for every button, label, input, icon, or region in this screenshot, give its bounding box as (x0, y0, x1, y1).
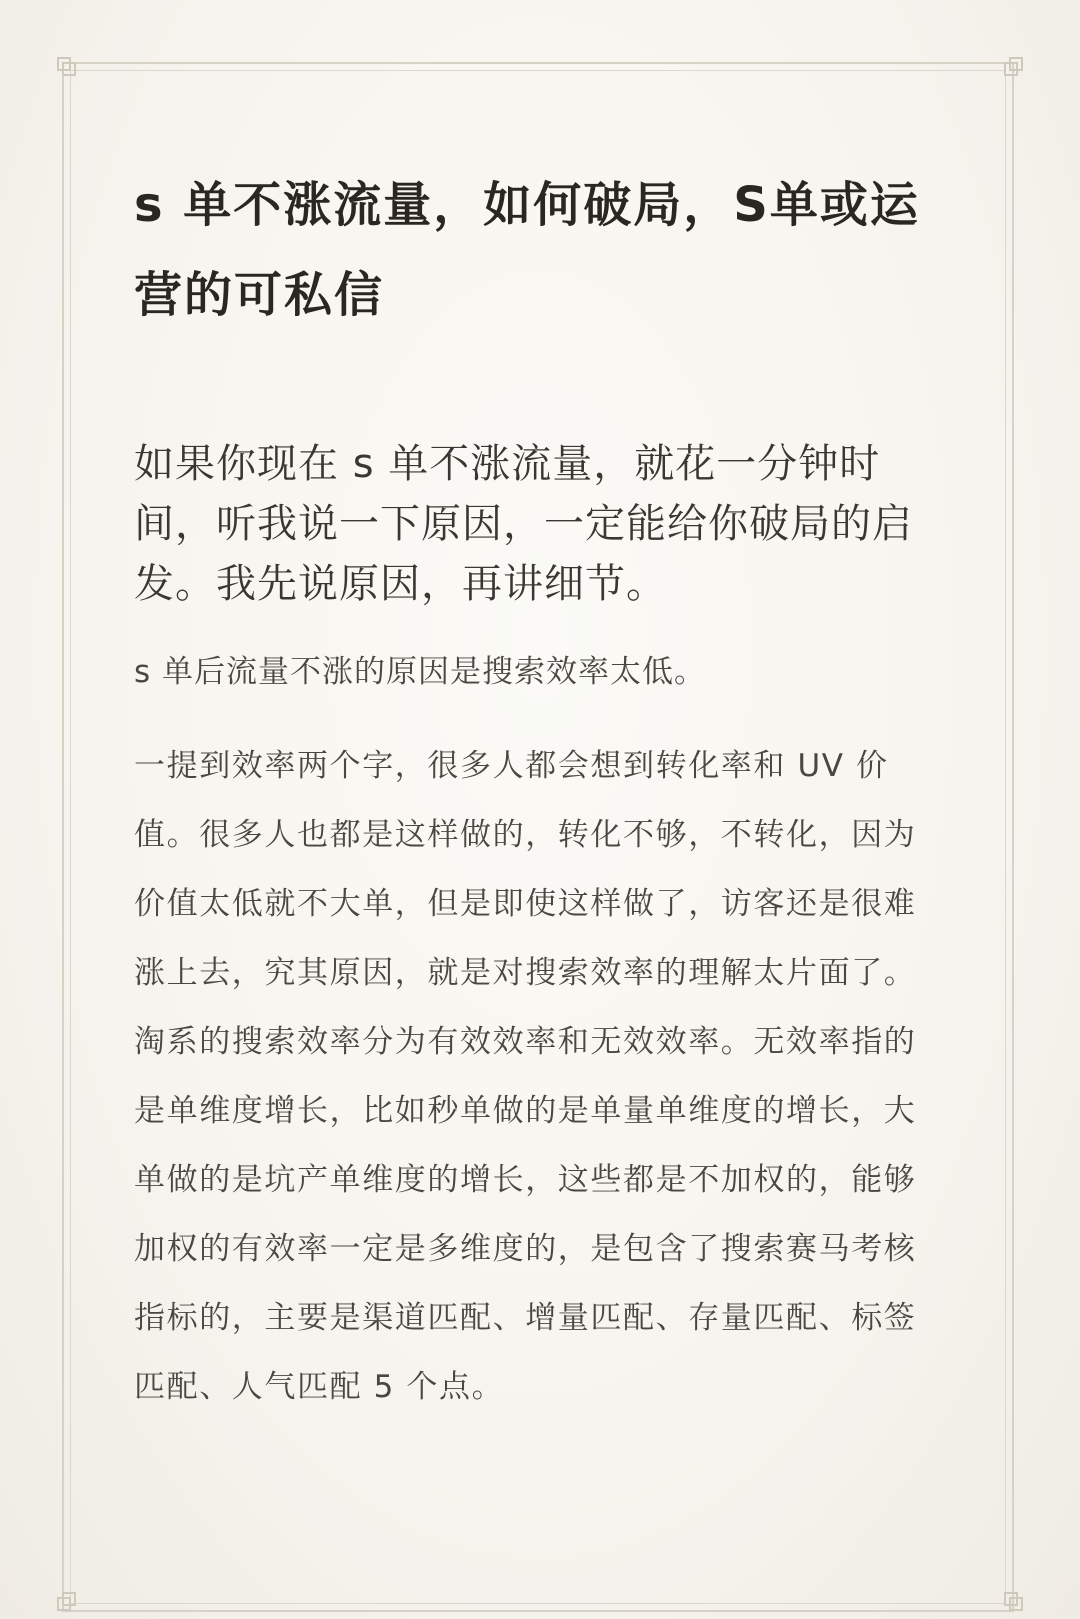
article-paragraph-2: 一提到效率两个字，很多人都会想到转化率和 UV 价值。很多人也都是这样做的，转化不够，不转化，因为价值太低就不大单，但是即使这样做了，访客还是很难涨上去，究其原因，就是对搜索效率的理解太片面了。淘系的搜索效率分为有效效率和无效效率。无效率指的是单维度增长，比如秒单做的是单量单维度的增长，大单做的是坑产单维度的增长，这些都是不加权的，能够加权的有效率一定是多维度的，是包含了搜索赛马考核指标的，主要是渠道匹配、增量匹配、存量匹配、标签匹配、人气匹配 5 个点。 (134, 748, 917, 1405)
corner-ornament-bottom-right-icon (1002, 1590, 1024, 1612)
corner-ornament-top-left-icon (56, 56, 78, 78)
corner-ornament-bottom-left-icon (56, 1590, 78, 1612)
article-content (134, 160, 946, 1422)
corner-ornament-top-right-icon (1002, 56, 1024, 78)
article-paragraph-1: s 单后流量不涨的原因是搜索效率太低。 (134, 654, 707, 690)
article-lead-paragraph: 如果你现在 s 单不涨流量，就花一分钟时间，听我说一下原因，一定能给你破局的启发。我先说原因，再讲细节。 (134, 441, 913, 607)
article-title: s 单不涨流量，如何破局，S单或运营的可私信 (134, 177, 920, 323)
